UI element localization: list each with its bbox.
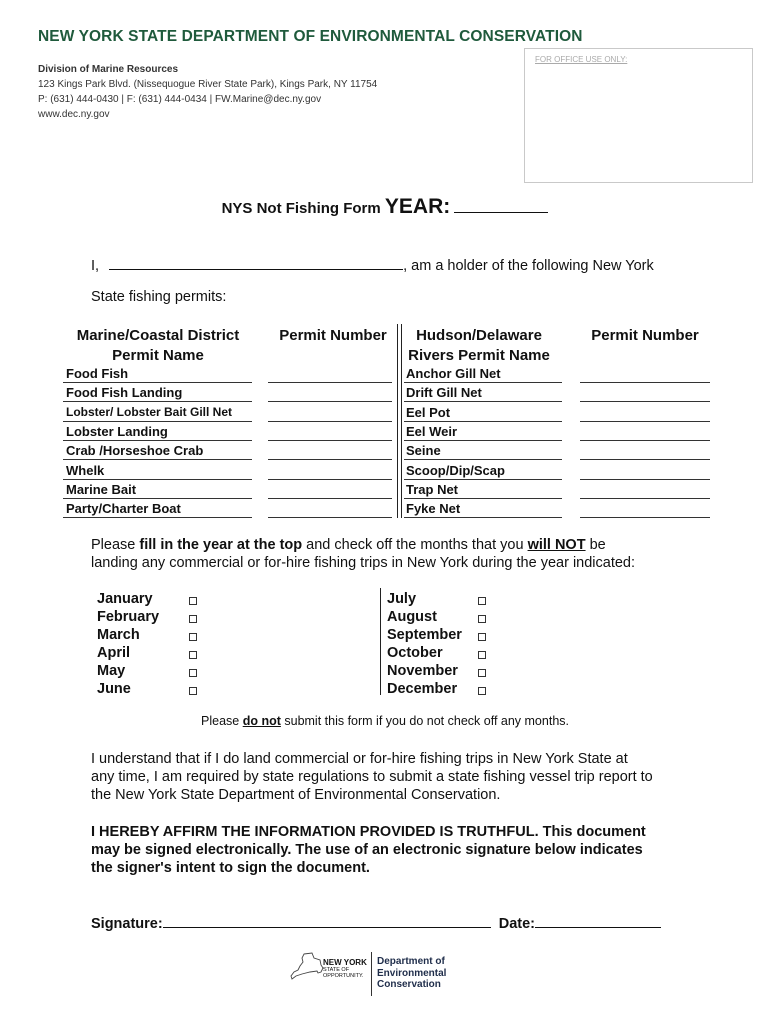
rivers-permit-underline bbox=[404, 459, 562, 460]
dec-logo-text bbox=[377, 956, 446, 991]
marine-permit-underline bbox=[63, 459, 252, 460]
marine-permit-name: Marine Bait bbox=[66, 481, 137, 497]
rivers-header-line-1: Hudson/Delaware bbox=[416, 327, 542, 344]
rivers-number-header: Permit Number bbox=[591, 327, 699, 344]
month-label: February bbox=[97, 608, 160, 625]
marine-permit-header bbox=[63, 326, 253, 365]
month-label: September bbox=[387, 626, 462, 643]
affirm-line-3: the signer's intent to sign the document. bbox=[91, 860, 370, 876]
marine-permit-name: Food Fish Landing bbox=[66, 385, 183, 401]
rivers-permit-header bbox=[403, 326, 555, 365]
marine-permit-number-field[interactable] bbox=[268, 440, 392, 441]
marine-permit-number-field[interactable] bbox=[268, 382, 392, 383]
rivers-permit-number-field[interactable] bbox=[580, 479, 710, 480]
instr-text-will-not: will NOT bbox=[527, 537, 586, 553]
rivers-permit-underline bbox=[404, 517, 562, 518]
month-checkbox[interactable] bbox=[189, 633, 197, 641]
rivers-permit-name: Eel Weir bbox=[406, 423, 458, 439]
year-field[interactable] bbox=[454, 194, 548, 213]
rivers-permit-underline bbox=[404, 421, 562, 422]
rivers-permit-name: Fyke Net bbox=[406, 501, 461, 517]
marine-header-line-1: Marine/Coastal District bbox=[76, 327, 240, 344]
marine-number-header: Permit Number bbox=[279, 327, 387, 344]
marine-permit-name: Whelk bbox=[66, 462, 105, 478]
rivers-permit-underline bbox=[404, 498, 562, 499]
marine-permit-underline bbox=[63, 382, 252, 383]
marine-permit-name: Lobster/ Lobster Bait Gill Net bbox=[66, 404, 233, 419]
signature-row bbox=[91, 913, 661, 932]
instr-text-a: Please bbox=[91, 537, 140, 553]
logo-divider bbox=[371, 952, 372, 996]
month-label: October bbox=[387, 644, 443, 661]
instructions-line-1 bbox=[91, 536, 606, 554]
marine-permit-number-field[interactable] bbox=[268, 459, 392, 460]
marine-permit-number-field[interactable] bbox=[268, 401, 392, 402]
rivers-permit-name: Drift Gill Net bbox=[406, 385, 482, 401]
rivers-permit-underline bbox=[404, 440, 562, 441]
contact-info: P: (631) 444-0430 | F: (631) 444-0434 | FW.Marine@dec.ny.gov bbox=[38, 94, 322, 105]
marine-permit-underline bbox=[63, 440, 252, 441]
month-label: July bbox=[387, 591, 417, 607]
marine-permit-number-field[interactable] bbox=[268, 421, 392, 422]
new-york-state-map-icon bbox=[290, 952, 324, 982]
month-checkbox[interactable] bbox=[189, 597, 197, 605]
month-label: June bbox=[97, 680, 131, 697]
month-checkbox[interactable] bbox=[189, 651, 197, 659]
agency-name: NEW YORK STATE DEPARTMENT OF ENVIRONMENTAL CONSERVATION bbox=[38, 28, 583, 45]
month-label: January bbox=[97, 591, 153, 607]
holder-suffix: , am a holder of the following New York bbox=[403, 258, 654, 274]
month-checkbox[interactable] bbox=[478, 651, 486, 659]
logo-ny-line-1: NEW YORK bbox=[323, 958, 367, 967]
marine-permit-number-field[interactable] bbox=[268, 498, 392, 499]
logo-dep-line-1: Department of bbox=[377, 956, 445, 967]
months-divider bbox=[380, 588, 381, 695]
month-label: March bbox=[97, 626, 140, 643]
column-divider-left bbox=[397, 324, 398, 518]
logo-dep-line-3: Conservation bbox=[377, 979, 441, 990]
marine-permit-underline bbox=[63, 479, 252, 480]
month-checkbox[interactable] bbox=[189, 615, 197, 623]
rivers-permit-number-field[interactable] bbox=[580, 440, 710, 441]
marine-permit-name: Food Fish bbox=[66, 366, 129, 381]
logo-dep-line-2: Environmental bbox=[377, 967, 447, 979]
understand-line-2: any time, I am required by state regulations to submit a state fishing vessel trip report to bbox=[91, 769, 653, 785]
office-use-box bbox=[524, 48, 753, 183]
month-label: November bbox=[387, 662, 458, 679]
rivers-permit-name: Anchor Gill Net bbox=[406, 366, 501, 381]
logo-ny-line-2: STATE OF bbox=[323, 967, 350, 973]
rivers-permit-underline bbox=[404, 479, 562, 480]
instr-text-e: be bbox=[585, 537, 606, 553]
marine-permit-number-field[interactable] bbox=[268, 479, 392, 480]
address: 123 Kings Park Blvd. (Nissequogue River State Park), Kings Park, NY 11754 bbox=[38, 79, 378, 90]
ny-opportunity-logo bbox=[323, 958, 367, 979]
affirm-line-1: I HEREBY AFFIRM THE INFORMATION PROVIDED IS TRUTHFUL. This document bbox=[91, 824, 646, 840]
holder-name-field[interactable] bbox=[109, 254, 403, 270]
rivers-permit-name: Scoop/Dip/Scap bbox=[406, 462, 505, 478]
marine-permit-name: Crab /Horseshoe Crab bbox=[66, 443, 204, 459]
division-name: Division of Marine Resources bbox=[38, 64, 179, 75]
month-label: August bbox=[387, 608, 437, 625]
understand-line-1: I understand that if I do land commercial or for-hire fishing trips in New York State at bbox=[91, 751, 628, 767]
signature-field[interactable] bbox=[163, 913, 491, 928]
month-label: April bbox=[97, 644, 131, 661]
column-divider-right bbox=[401, 324, 402, 518]
month-checkbox[interactable] bbox=[478, 669, 486, 677]
marine-permit-underline bbox=[63, 421, 252, 422]
note-text-c: submit this form if you do not check off any months. bbox=[280, 714, 569, 728]
month-checkbox[interactable] bbox=[478, 615, 486, 623]
rivers-permit-number-field[interactable] bbox=[580, 382, 710, 383]
logo-ny-line-3: OPPORTUNITY. bbox=[323, 973, 364, 979]
rivers-permit-underline bbox=[404, 382, 562, 383]
rivers-permit-name: Eel Pot bbox=[406, 404, 451, 420]
date-label: Date: bbox=[498, 916, 535, 932]
holder-statement bbox=[91, 254, 654, 274]
submit-note bbox=[0, 714, 770, 728]
signature-label: Signature: bbox=[91, 916, 163, 932]
rivers-header-line-2: Rivers Permit Name bbox=[408, 346, 550, 364]
marine-permit-underline bbox=[63, 401, 252, 402]
rivers-permit-number-field[interactable] bbox=[580, 401, 710, 402]
month-checkbox[interactable] bbox=[478, 687, 486, 695]
office-use-label: FOR OFFICE USE ONLY: bbox=[535, 55, 628, 64]
instructions-line-2: landing any commercial or for-hire fishing trips in New York during the year indicated: bbox=[91, 555, 636, 571]
marine-permit-underline bbox=[63, 498, 252, 499]
affirm-line-2: may be signed electronically. The use of an electronic signature below indicates bbox=[91, 842, 643, 858]
rivers-permit-name: Seine bbox=[406, 443, 441, 459]
month-checkbox[interactable] bbox=[478, 633, 486, 641]
understand-line-3: the New York State Department of Environmental Conservation. bbox=[91, 787, 501, 803]
note-text-a: Please bbox=[201, 714, 243, 728]
holder-prefix: I, bbox=[91, 258, 100, 274]
rivers-permit-number-field[interactable] bbox=[580, 517, 710, 518]
rivers-permit-number-field[interactable] bbox=[580, 498, 710, 499]
month-label: December bbox=[387, 680, 458, 697]
note-do-not: do not bbox=[242, 714, 281, 728]
month-checkbox[interactable] bbox=[189, 669, 197, 677]
rivers-permit-number-field[interactable] bbox=[580, 459, 710, 460]
month-checkbox[interactable] bbox=[189, 687, 197, 695]
marine-header-line-2: Permit Name bbox=[112, 346, 204, 364]
form-title bbox=[0, 194, 770, 219]
month-label: May bbox=[97, 662, 126, 679]
marine-permit-number-field[interactable] bbox=[268, 517, 392, 518]
website: www.dec.ny.gov bbox=[38, 109, 110, 120]
marine-permit-underline bbox=[63, 517, 252, 518]
year-label: YEAR: bbox=[384, 195, 451, 218]
instr-text-c: and check off the months that you bbox=[302, 537, 528, 553]
rivers-permit-name: Trap Net bbox=[406, 481, 459, 497]
instr-text-bold: fill in the year at the top bbox=[139, 537, 303, 553]
rivers-permit-underline bbox=[404, 401, 562, 402]
marine-permit-name: Lobster Landing bbox=[66, 423, 168, 439]
holder-line-2: State fishing permits: bbox=[91, 289, 227, 305]
form-title-text: NYS Not Fishing Form bbox=[221, 200, 381, 217]
marine-permit-name: Party/Charter Boat bbox=[66, 501, 181, 517]
date-field[interactable] bbox=[535, 913, 661, 928]
month-checkbox[interactable] bbox=[478, 597, 486, 605]
rivers-permit-number-field[interactable] bbox=[580, 421, 710, 422]
